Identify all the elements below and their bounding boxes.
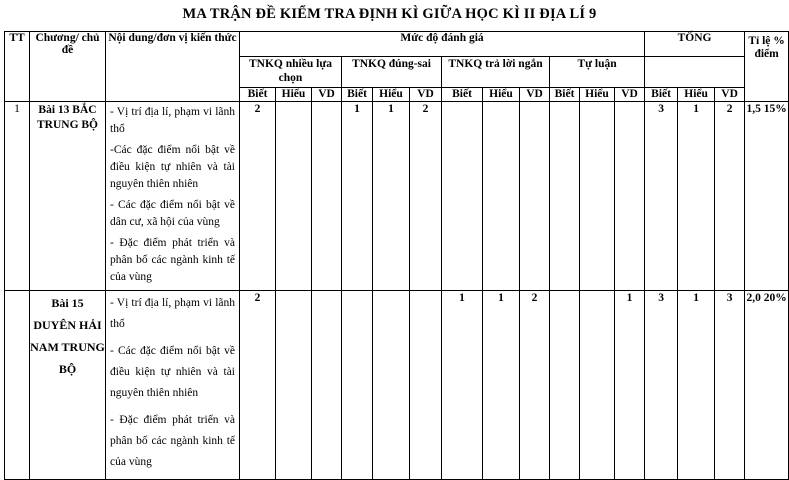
- assessment-matrix-table: [4, 31, 789, 480]
- subheader-cell: VD: [312, 88, 342, 102]
- header-total: TỔNG: [645, 32, 745, 57]
- subheader-cell: Biết: [550, 88, 580, 102]
- score-cell: [276, 291, 312, 480]
- subheader-cell: Biết: [342, 88, 373, 102]
- header-chapter: Chương/ chủ đề: [30, 32, 106, 102]
- table-row: [5, 102, 789, 291]
- header-percent: Tỉ lệ % điểm: [745, 32, 789, 102]
- content-item: - Đặc điểm phát triển và phân bố các ngành kinh tế của vùng: [110, 414, 235, 468]
- score-cell: [312, 291, 342, 480]
- score-cell: [520, 102, 550, 291]
- score-cell: 1: [342, 102, 373, 291]
- score-cell: 1: [442, 291, 483, 480]
- header-tt: TT: [5, 32, 30, 102]
- page-title: MA TRẬN ĐỀ KIỂM TRA ĐỊNH KÌ GIỮA HỌC KÌ II ĐỊA LÍ 9: [182, 6, 597, 22]
- subheader-cell: VD: [615, 88, 645, 102]
- content-item: - Các đặc điểm nổi bật về điều kiện tự nhiên và tài nguyên thiên nhiên: [110, 345, 235, 399]
- subheader-cell: Hiểu: [580, 88, 615, 102]
- score-cell: [276, 102, 312, 291]
- header-content: Nội dung/đơn vị kiến thức: [106, 32, 240, 102]
- content-item: - Vị trí địa lí, phạm vi lãnh thổ: [110, 106, 235, 135]
- row-percent: 1,5 15%: [745, 102, 789, 291]
- content-item: -Các đặc điểm nổi bật về điều kiện tự nhiên và tài nguyên thiên nhiên: [110, 144, 235, 190]
- score-cell: [550, 102, 580, 291]
- content-item: - Các đặc điểm nổi bật về dân cư, xã hội của vùng: [110, 199, 235, 228]
- header-total-spacer: [645, 57, 745, 88]
- total-cell: 2: [715, 102, 745, 291]
- header-group-essay: Tự luận: [550, 57, 645, 88]
- score-cell: [442, 102, 483, 291]
- row-topic: Bài 13 BẮC TRUNG BỘ: [30, 102, 106, 291]
- header-group-mcq: TNKQ nhiều lựa chọn: [240, 57, 342, 88]
- score-cell: [550, 291, 580, 480]
- row-content: [106, 102, 240, 291]
- subheader-cell: VD: [520, 88, 550, 102]
- subheader-cell: Biết: [645, 88, 678, 102]
- subheader-cell: Hiểu: [276, 88, 312, 102]
- header-group-short-answer: TNKQ trả lời ngắn: [442, 57, 550, 88]
- header-group-true-false: TNKQ đúng-sai: [342, 57, 442, 88]
- score-cell: 1: [615, 291, 645, 480]
- score-cell: 2: [410, 102, 442, 291]
- total-cell: 1: [678, 291, 715, 480]
- row-percent: 2,0 20%: [745, 291, 789, 480]
- score-cell: 1: [483, 291, 520, 480]
- row-topic: Bài 15 DUYÊN HẢI NAM TRUNG BỘ: [30, 291, 106, 480]
- score-cell: [312, 102, 342, 291]
- subheader-cell: Biết: [240, 88, 276, 102]
- score-cell: 2: [240, 102, 276, 291]
- subheader-cell: Biết: [442, 88, 483, 102]
- row-tt: 1: [5, 102, 30, 291]
- total-cell: 3: [715, 291, 745, 480]
- subheader-cell: VD: [410, 88, 442, 102]
- subheader-cell: VD: [715, 88, 745, 102]
- score-cell: 2: [240, 291, 276, 480]
- subheader-cell: Hiểu: [373, 88, 410, 102]
- total-cell: 1: [678, 102, 715, 291]
- subheader-cell: Hiểu: [483, 88, 520, 102]
- content-item: - Đặc điểm phát triển và phân bố các ngành kinh tế của vùng: [110, 237, 235, 283]
- total-cell: 3: [645, 291, 678, 480]
- total-cell: 3: [645, 102, 678, 291]
- header-assessment-level: Mức độ đánh giá: [240, 32, 645, 57]
- score-cell: [580, 291, 615, 480]
- score-cell: 2: [520, 291, 550, 480]
- row-tt: [5, 291, 30, 480]
- score-cell: [410, 291, 442, 480]
- score-cell: [483, 102, 520, 291]
- score-cell: 1: [373, 102, 410, 291]
- score-cell: [373, 291, 410, 480]
- subheader-cell: Hiểu: [678, 88, 715, 102]
- table-row: [5, 291, 789, 480]
- content-item: - Vị trí địa lí, phạm vi lãnh thổ: [110, 297, 235, 330]
- score-cell: [580, 102, 615, 291]
- score-cell: [342, 291, 373, 480]
- score-cell: [615, 102, 645, 291]
- row-content: [106, 291, 240, 480]
